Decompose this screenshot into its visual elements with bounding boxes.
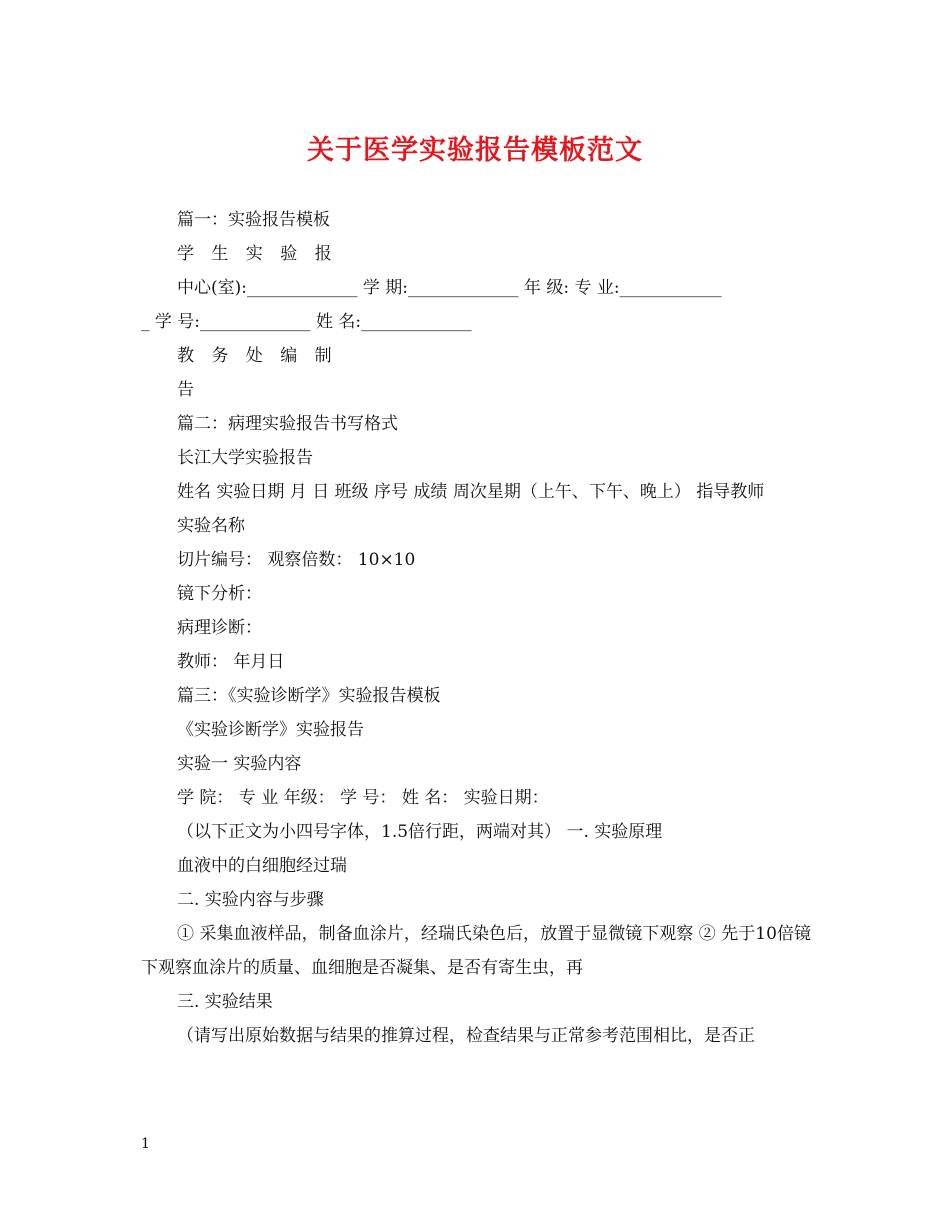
document-body [141,203,811,1053]
steps-text: ① 采集血液样品，制备血涂片，经瑞氏染色后，放置于显微镜下观察 ② 先于10倍镜下观察血涂片的质量、血细胞是否凝集、是否有寄生虫，再 [141,924,811,978]
form-fields-line-2: _ 学 号:_____________ 姓 名:_____________ [141,312,472,332]
results-heading: 三. 实验结果 [177,992,273,1012]
experiment-name: 实验名称 [177,516,245,536]
slide-info: 切片编号： 观察倍数： 10×10 [177,550,416,570]
pathological-diagnosis: 病理诊断： [177,618,262,638]
page-number: 1 [141,1136,150,1152]
page-title: 关于医学实验报告模板范文 [307,135,643,166]
section-heading-3: 篇三：《实验诊断学》实验报告模板 [177,686,441,706]
student-info-line: 姓名 实验日期 月 日 班级 序号 成绩 周次星期（上午、下午、晚上） 指导教师 [177,482,765,502]
content-steps-heading: 二. 实验内容与步骤 [177,890,324,910]
diagnostics-report-title: 《实验诊断学》实验报告 [177,720,364,740]
report-heading: 学 生 实 验 报 [177,244,338,264]
principle-text: 血液中的白细胞经过瑞 [177,856,347,876]
student-fields: 学 院： 专 业 年级： 学 号： 姓 名： 实验日期： [177,788,549,808]
university-report-title: 长江大学实验报告 [177,448,313,468]
report-heading-end: 告 [177,380,194,400]
issuer-line: 教 务 处 编 制 [177,346,338,366]
teacher-date: 教师： 年月日 [177,652,285,672]
results-instruction: （请写出原始数据与结果的推算过程，检查结果与正常参考范围相比，是否正 [177,1026,755,1046]
experiment-one: 实验一 实验内容 [177,754,302,774]
section-heading-2: 篇二：病理实验报告书写格式 [177,414,398,434]
form-fields-line-1: 中心(室):_____________ 学 期:_____________ 年 级: 专 业:____________ [177,278,722,298]
microscopic-analysis: 镜下分析： [177,584,262,604]
format-note: （以下正文为小四号字体，1.5倍行距，两端对其） 一. 实验原理 [177,822,663,842]
section-heading-1: 篇一：实验报告模板 [177,210,330,230]
